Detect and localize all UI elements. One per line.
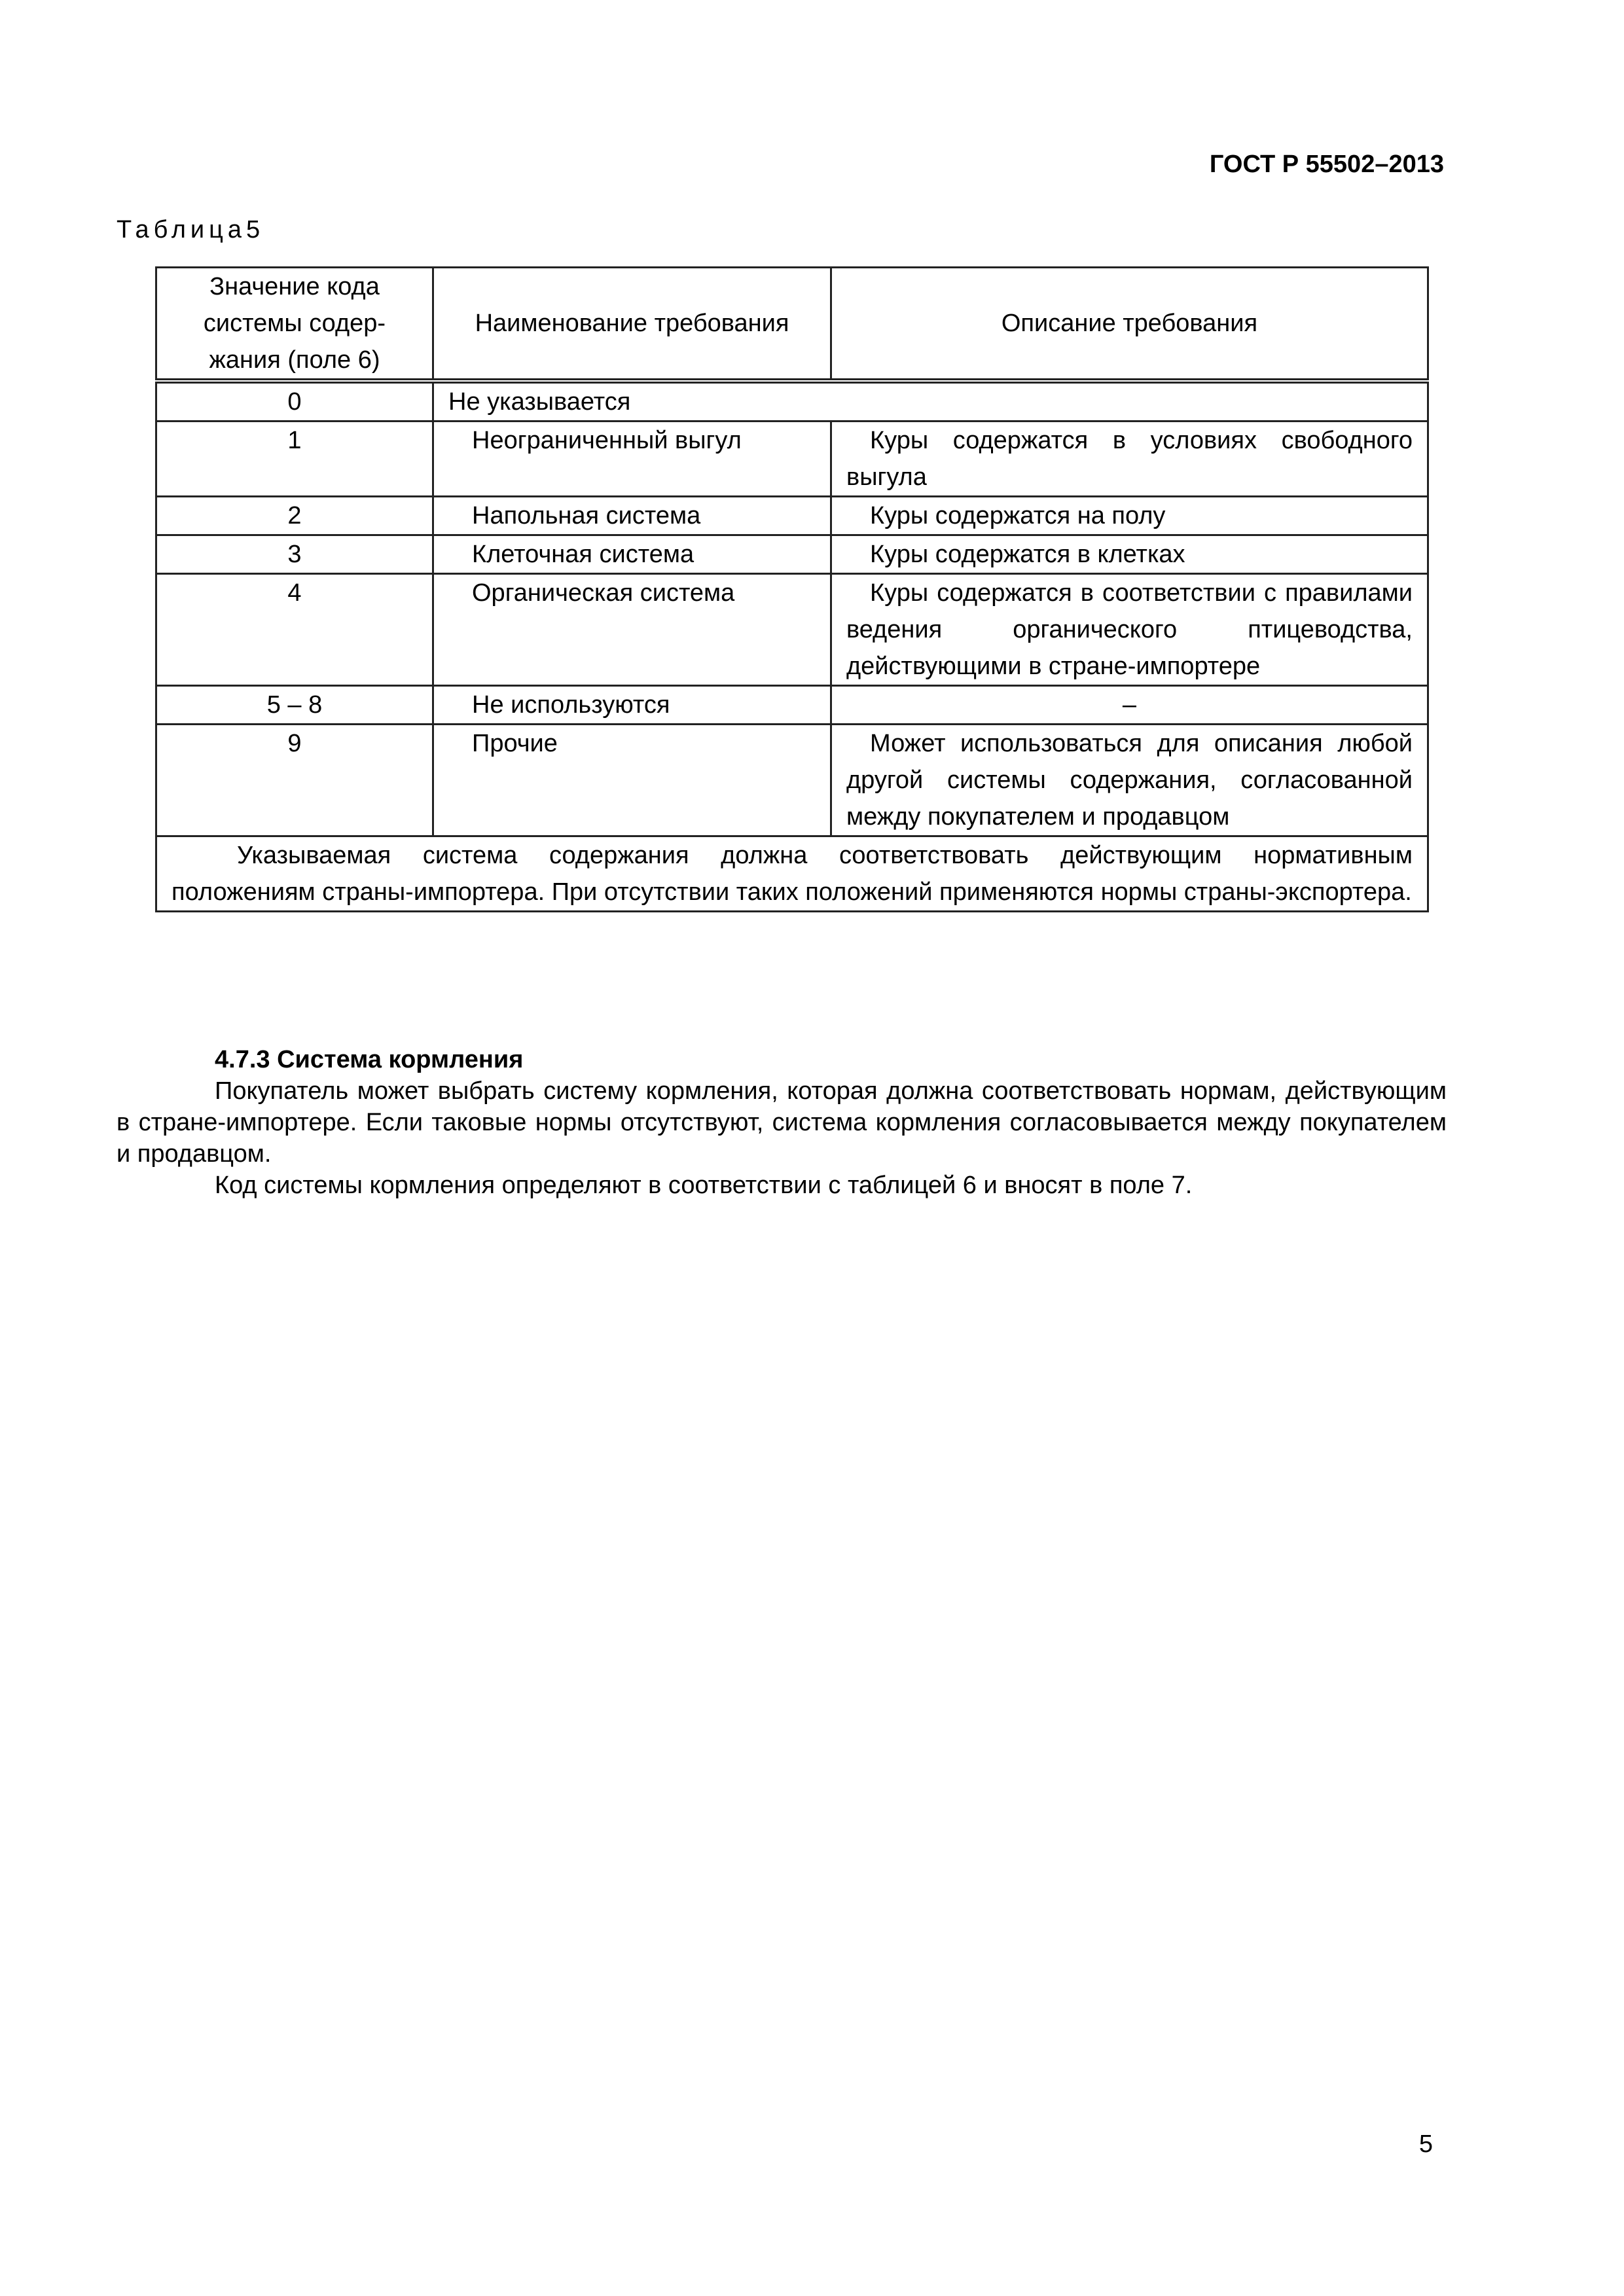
- section-paragraph: Код системы кормления определяют в соответствии с таблицей 6 и вносят в поле 7.: [215, 1172, 1193, 1199]
- table-row: [156, 686, 1428, 725]
- column-header-code: Значение кода системы содер-жания (поле 6): [156, 268, 433, 382]
- table-row: [156, 381, 1428, 422]
- row-code: 0: [156, 381, 433, 422]
- section-4-7-3: [117, 1044, 1447, 1201]
- column-header-name: Наименование требования: [433, 268, 831, 382]
- row-description: Может использоваться для описания любой другой системы содержания, согласованной между покупателем и продавцом: [831, 725, 1428, 836]
- row-name: Не указывается: [433, 381, 1428, 422]
- row-name: Напольная система: [433, 497, 831, 535]
- table-row: [156, 725, 1428, 836]
- requirements-table: [155, 266, 1429, 912]
- table-header-row: [156, 268, 1428, 382]
- table-row: [156, 574, 1428, 686]
- row-code: 9: [156, 725, 433, 836]
- table-note-row: [156, 836, 1428, 912]
- section-heading: 4.7.3 Система кормления: [215, 1046, 524, 1073]
- row-code: 2: [156, 497, 433, 535]
- row-description: Куры содержатся на полу: [831, 497, 1428, 535]
- row-name: Органическая система: [433, 574, 831, 686]
- row-description: Куры содержатся в условиях свободного выгула: [831, 422, 1428, 497]
- table-note: Указываемая система содержания должна соответствовать действующим нормативным положениям страны-импортера. При отсутствии таких положений применяются нормы страны-экспортера.: [156, 836, 1428, 912]
- row-code: 1: [156, 422, 433, 497]
- row-description: Куры содержатся в соответствии с правилами ведения органического птицеводства, действующими в стране-импортере: [831, 574, 1428, 686]
- table-caption: [117, 216, 260, 244]
- table-caption-word: Таблица: [117, 216, 246, 243]
- row-name: Клеточная система: [433, 535, 831, 574]
- table-row: [156, 497, 1428, 535]
- row-code: 4: [156, 574, 433, 686]
- table-row: [156, 535, 1428, 574]
- row-name: Прочие: [433, 725, 831, 836]
- row-code: 5 – 8: [156, 686, 433, 725]
- section-paragraph: Покупатель может выбрать систему кормления, которая должна соответствовать нормам, действующим в стране-импортере. Если таковые нормы отсутствуют, система кормления согласовывается между покупателем и продавцом.: [117, 1077, 1447, 1168]
- standard-designation: ГОСТ Р 55502–2013: [1209, 151, 1444, 178]
- row-description: Куры содержатся в клетках: [831, 535, 1428, 574]
- page-number: 5: [1418, 2130, 1433, 2158]
- column-header-description: Описание требования: [831, 268, 1428, 382]
- table-caption-number: 5: [246, 216, 261, 243]
- table-row: [156, 422, 1428, 497]
- row-name: Не используются: [433, 686, 831, 725]
- row-name: Неограниченный выгул: [433, 422, 831, 497]
- row-code: 3: [156, 535, 433, 574]
- row-description: –: [831, 686, 1428, 725]
